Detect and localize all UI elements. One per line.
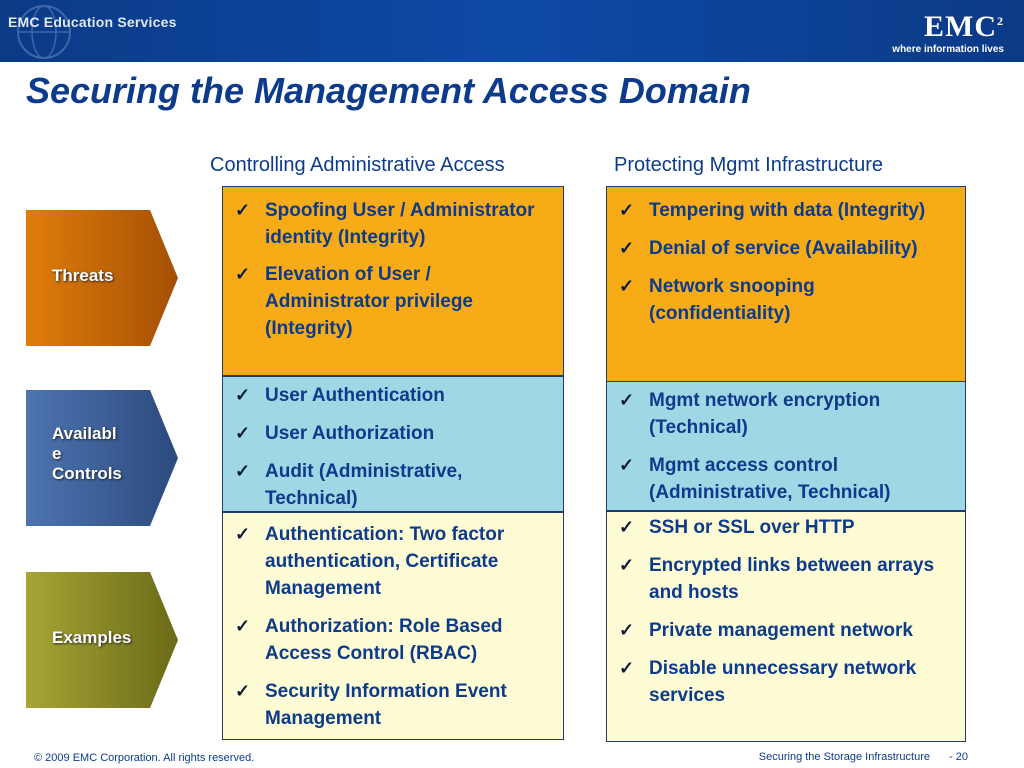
list-item: ✓ Spoofing User / Administrator identity (Integrity): [235, 197, 551, 251]
list-item: ✓ Mgmt network encryption (Technical): [619, 387, 953, 441]
check-icon: ✓: [619, 455, 635, 475]
list-item: ✓ SSH or SSL over HTTP: [619, 514, 953, 541]
page-title: Securing the Management Access Domain: [26, 70, 751, 111]
row-label-threats: Threats: [52, 266, 114, 285]
check-icon: ✓: [619, 620, 635, 640]
check-icon: ✓: [619, 200, 635, 220]
globe-icon: [4, 4, 154, 60]
check-icon: ✓: [619, 658, 635, 678]
row-label-examples: Examples: [52, 628, 132, 647]
list-item: ✓ Private management network: [619, 617, 953, 644]
header-bar: [0, 0, 1024, 62]
footer-page-number: - 20: [949, 751, 968, 763]
check-icon: ✓: [235, 524, 251, 544]
list-item: ✓ Encrypted links between arrays and hosts: [619, 552, 953, 606]
threats-left-box: [222, 186, 564, 376]
list-item: ✓ Audit (Administrative, Technical): [235, 458, 551, 512]
check-icon: ✓: [235, 200, 251, 220]
list-item: ✓ Tempering with data (Integrity): [619, 197, 953, 224]
column-header-right: Protecting Mgmt Infrastructure: [614, 154, 883, 176]
footer-section: Securing the Storage Infrastructure: [758, 751, 930, 763]
controls-left-box: [222, 376, 564, 512]
row-label-controls: Availabl e Controls: [52, 424, 122, 483]
check-icon: ✓: [235, 461, 251, 481]
check-icon: ✓: [235, 616, 251, 636]
list-item: ✓ User Authorization: [235, 420, 551, 447]
check-icon: ✓: [235, 264, 251, 284]
controls-right-box: [606, 381, 966, 511]
logo-tagline: where information lives: [892, 44, 1004, 55]
check-icon: ✓: [619, 555, 635, 575]
check-icon: ✓: [235, 681, 251, 701]
threats-right-box: [606, 186, 966, 382]
column-header-left: Controlling Administrative Access: [210, 154, 505, 176]
list-item: ✓ Mgmt access control (Administrative, Technical): [619, 452, 953, 506]
list-item: ✓ User Authentication: [235, 382, 551, 409]
check-icon: ✓: [619, 517, 635, 537]
check-icon: ✓: [619, 276, 635, 296]
check-icon: ✓: [619, 390, 635, 410]
footer-copyright: © 2009 EMC Corporation. All rights reserved.: [34, 752, 255, 764]
examples-right-box: [606, 511, 966, 742]
list-item: ✓ Security Information Event Management: [235, 678, 551, 732]
list-item: ✓ Disable unnecessary network services: [619, 655, 953, 709]
examples-left-box: [222, 512, 564, 740]
check-icon: ✓: [235, 385, 251, 405]
check-icon: ✓: [619, 238, 635, 258]
check-icon: ✓: [235, 423, 251, 443]
list-item: ✓ Network snooping (confidentiality): [619, 273, 953, 327]
list-item: ✓ Denial of service (Availability): [619, 235, 953, 262]
list-item: ✓ Authentication: Two factor authentication, Certificate Management: [235, 521, 551, 602]
brand-label: EMC Education Services: [8, 14, 177, 30]
emc-logo: EMC$^2$ where information lives: [892, 10, 1004, 55]
list-item: ✓ Elevation of User / Administrator privilege (Integrity): [235, 261, 551, 342]
list-item: ✓ Authorization: Role Based Access Control (RBAC): [235, 613, 551, 667]
